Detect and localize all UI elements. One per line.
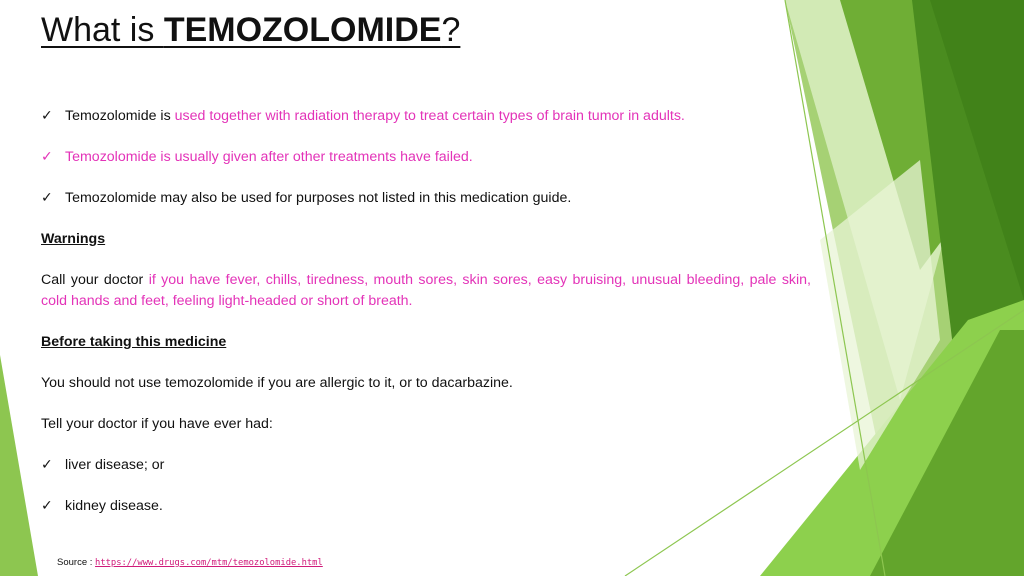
checkmark-icon: ✓	[41, 497, 53, 514]
bullet-item: ✓ Temozolomide may also be used for purposes not listed in this medication guide.	[41, 188, 811, 209]
bullet-item: ✓ Temozolomide is usually given after other treatments have failed.	[41, 147, 811, 168]
checkmark-icon: ✓	[41, 108, 53, 124]
warnings-text: Call your doctor if you have fever, chills, tiredness, mouth sores, skin sores, easy bruising, unusual bleeding, pale skin, cold hands and feet, feeling light-headed or short of breath.	[41, 272, 811, 309]
source-link[interactable]: https://www.drugs.com/mtm/temozolomide.html	[95, 558, 323, 568]
bullet-item: ✓ kidney disease.	[41, 496, 811, 517]
bullet-item: ✓ Temozolomide is used together with radiation therapy to treat certain types of brain tumor in adults.	[41, 106, 811, 127]
bullet-item: ✓ liver disease; or	[41, 455, 811, 476]
checkmark-icon: ✓	[41, 149, 53, 165]
page-title: What is TEMOZOLOMIDE?	[41, 11, 461, 49]
slide-content	[41, 106, 811, 537]
warnings-heading: Warnings	[41, 231, 106, 247]
checkmark-icon: ✓	[41, 456, 53, 473]
before-taking-heading: Before taking this medicine	[41, 333, 227, 350]
tell-doctor-text: Tell your doctor if you have ever had:	[41, 415, 273, 432]
source-citation: Source : https://www.drugs.com/mtm/temozolomide.html	[57, 557, 323, 568]
before-taking-text: You should not use temozolomide if you are allergic to it, or to dacarbazine.	[41, 374, 513, 391]
checkmark-icon: ✓	[41, 190, 53, 206]
